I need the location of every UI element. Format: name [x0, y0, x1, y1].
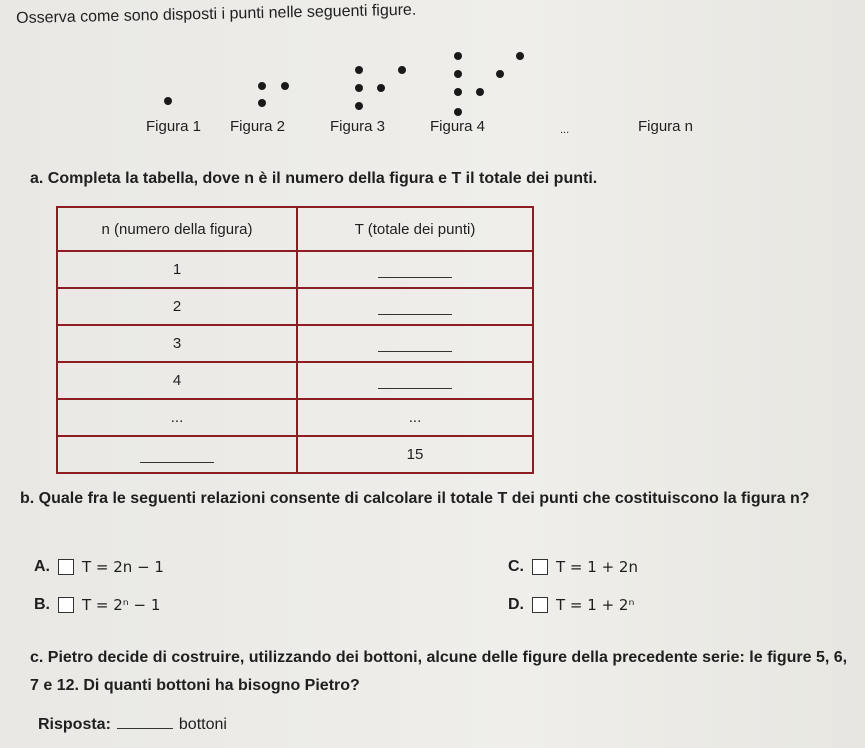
points-table: [56, 206, 534, 474]
option-a[interactable]: [34, 558, 164, 576]
intro-text: Osserva come sono disposti i punti nelle seguenti figure.: [16, 1, 417, 27]
fill-blank[interactable]: [378, 337, 452, 352]
dot: [398, 66, 406, 74]
answer-blank-cell[interactable]: [297, 362, 533, 399]
dot: [355, 102, 363, 110]
figure-label: Figura 4: [430, 118, 486, 135]
answer-blank-cell[interactable]: [57, 436, 297, 473]
dot: [164, 97, 172, 105]
figure-label: Figura n: [638, 118, 694, 135]
dot: [454, 88, 462, 96]
table-cell: ...: [297, 399, 533, 436]
checkbox[interactable]: [532, 559, 548, 575]
question-b: b. Quale fra le seguenti relazioni consente di calcolare il totale T dei punti che costituiscono la figura n?: [20, 490, 810, 507]
fill-blank[interactable]: [378, 300, 452, 315]
dot: [476, 88, 484, 96]
table-row: [57, 436, 533, 473]
table-cell: 2: [57, 288, 297, 325]
fill-blank[interactable]: [378, 374, 452, 389]
question-a: a. Completa la tabella, dove n è il numero della figura e T il totale dei punti.: [30, 170, 598, 187]
fill-blank[interactable]: [378, 263, 452, 278]
dot: [377, 84, 385, 92]
option-b[interactable]: [34, 596, 160, 614]
answer-blank-cell[interactable]: [297, 251, 533, 288]
answer-blank[interactable]: [117, 728, 173, 729]
table-row: [57, 399, 533, 436]
answer-label: Risposta:: [38, 716, 111, 733]
option-letter: C.: [508, 558, 524, 575]
figure-label: Figura 2: [230, 118, 286, 135]
table-cell: ...: [57, 399, 297, 436]
fill-blank[interactable]: [140, 448, 214, 463]
table-row: [57, 325, 533, 362]
table-cell: 1: [57, 251, 297, 288]
option-d[interactable]: [508, 596, 634, 614]
table-header: T (totale dei punti): [297, 207, 533, 251]
option-letter: A.: [34, 558, 50, 575]
checkbox[interactable]: [58, 559, 74, 575]
option-formula: T = 1 + 2ⁿ: [556, 596, 635, 614]
answer-blank-cell[interactable]: [297, 288, 533, 325]
table-header-row: [57, 207, 533, 251]
option-formula: T = 1 + 2n: [556, 558, 638, 576]
answer-line: [38, 716, 227, 734]
table-header: n (numero della figura): [57, 207, 297, 251]
figure-label-ellipsis: ...: [560, 124, 570, 136]
table-row: [57, 362, 533, 399]
figure-label: Figura 1: [146, 118, 202, 135]
table-cell: 15: [297, 436, 533, 473]
dot: [454, 70, 462, 78]
checkbox[interactable]: [58, 597, 74, 613]
option-letter: B.: [34, 596, 50, 613]
dot: [258, 99, 266, 107]
dot: [454, 108, 462, 116]
checkbox[interactable]: [532, 597, 548, 613]
answer-unit: bottoni: [178, 716, 227, 733]
table-cell: 3: [57, 325, 297, 362]
dot: [355, 84, 363, 92]
dot: [496, 70, 504, 78]
figure-label: Figura 3: [330, 118, 386, 135]
dot: [454, 52, 462, 60]
dot: [355, 66, 363, 74]
dot: [281, 82, 289, 90]
dot: [258, 82, 266, 90]
option-letter: D.: [508, 596, 524, 613]
table-cell: 4: [57, 362, 297, 399]
dot: [516, 52, 524, 60]
answer-blank-cell[interactable]: [297, 325, 533, 362]
table-row: [57, 288, 533, 325]
table-row: [57, 251, 533, 288]
option-formula: T = 2ⁿ − 1: [82, 596, 161, 614]
option-c[interactable]: [508, 558, 638, 576]
option-formula: T = 2n − 1: [82, 558, 164, 576]
question-c: c. Pietro decide di costruire, utilizzando dei bottoni, alcune delle figure della precedente serie: le figure 5, 6, 7 e 12. Di quanti bottoni ha bisogno Pietro?: [30, 649, 848, 694]
